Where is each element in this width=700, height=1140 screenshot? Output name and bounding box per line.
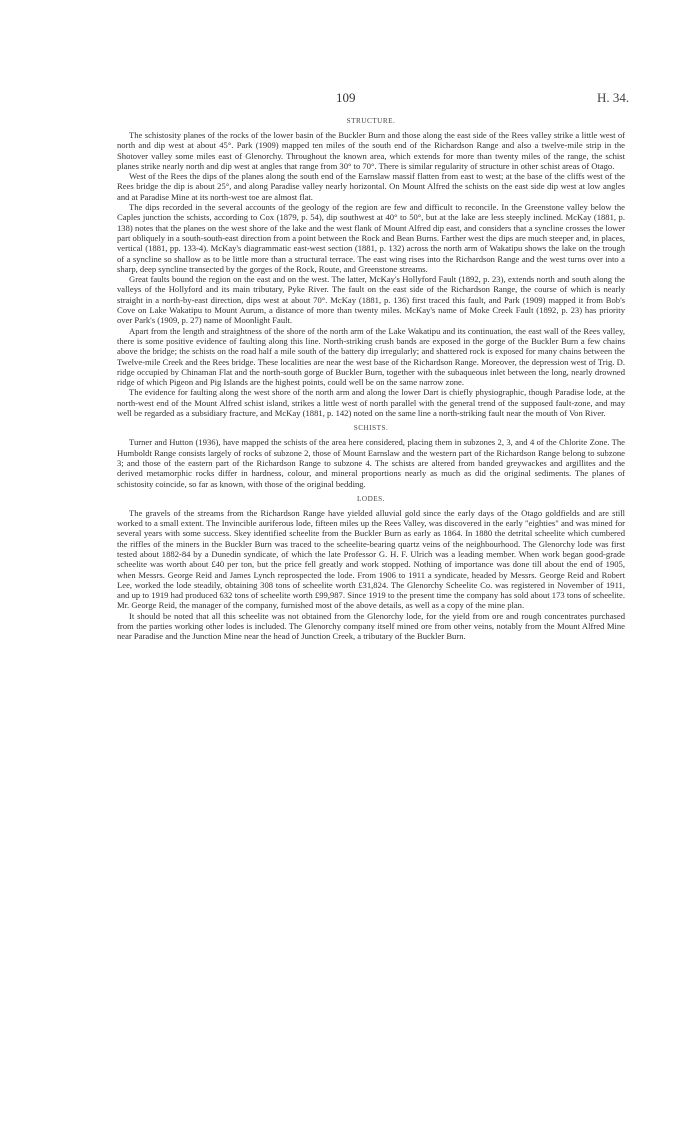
paragraph: It should be noted that all this scheelite was not obtained from the Glenorchy lode, for the yield from ore and rough concentrates purchased from the parties working other lodes is included. The Glenorchy company itself mined ore from other veins, notably from the Mount Alfred Mine near Paradise and the Junction Mine near the head of Junction Creek, a tributary of the Buckler Burn. <box>117 610 625 642</box>
document-reference: H. 34. <box>597 90 630 105</box>
paragraph: The gravels of the streams from the Richardson Range have yielded alluvial gold since the early days of the Otago goldfields and are still worked to a small extent. The Invincible auriferous lode, fifteen miles up the Rees Valley, was discovered in the early "eighties" and was mined for several years with some success. Skey identified scheelite from the Buckler Burn as early as 1864. In 1880 the detrital scheelite which cumbered the riffles of the miners in the Buckler Burn was traced to the scheelite-bearing quartz veins of the neighbourhood. The Glenorchy lode was first tested about 1882-84 by a Dunedin syndicate, of which the late Professor G. H. F. Ulrich was a leading member. When work began good-grade scheelite was worth about £40 per ton, but the price fell greatly and work stopped. Nothing of importance was done till about the end of 1905, when Messrs. George Reid and James Lynch reprospected the lode. From 1906 to 1911 a syndicate, headed by Messrs. George Reid and Robert Lee, worked the lode steadily, obtaining 308 tons of scheelite worth £31,824. The Glenorchy Scheelite Co. was registered in November of 1911, and up to 1919 had produced 632 tons of scheelite worth £99,987. Since 1919 to the present time the company has sold about 173 tons of scheelite. Mr. George Reid, the manager of the company, furnished most of the above details, as well as a copy of the mine plan. <box>117 507 625 611</box>
section-lodes <box>117 494 625 642</box>
paragraph: West of the Rees the dips of the planes along the south end of the Earnslaw massif flatten from east to west; at the base of the cliffs west of the Rees bridge the dip is about 25°, and along Paradise valley nearly horizontal. On Mount Alfred the schists on the east side dip west at low angles and at Paradise Mine at its north-west toe are almost flat. <box>117 171 625 202</box>
section-structure <box>117 116 625 418</box>
section-heading: STRUCTURE. <box>346 117 396 125</box>
paragraph: Great faults bound the region on the east and on the west. The latter, McKay's Hollyford Fault (1892, p. 23), extends north and south along the valleys of the Hollyford and its main tributary, Pyke River. The fault on the east side of the Richardson Range, the course of which is nearly straight in a north-by-east direction, dips west at about 70°. McKay (1881, p. 136) first traced this fault, and Park (1909) mapped it from Bob's Cove on Lake Wakatipu to Mount Aurum, a distance of more than twenty miles. McKay's name of Moke Creek Fault (1892, p. 23) has priority over Park's (1909, p. 27) name of Moonlight Fault. <box>117 274 625 326</box>
page-number: 109 <box>336 90 356 105</box>
body-text <box>117 116 625 642</box>
paragraph: Turner and Hutton (1936), have mapped the schists of the area here considered, placing them in subzones 2, 3, and 4 of the Chlorite Zone. The Humboldt Range consists largely of rocks of subzone 2, those of Mount Earnslaw and the western part of the Richardson Range belong to subzone 3; and those of the eastern part of the Richardson Range to subzone 4. The schists are altered from banded greywackes and argillites and the derived metamorphic rocks differ in hardness, colour, and mineral proportions nearly as much as did the original sediments. The planes of schistosity coincide, so far as known, with those of the original bedding. <box>117 437 625 489</box>
section-schists <box>117 423 625 488</box>
paragraph: The evidence for faulting along the west shore of the north arm and along the lower Dart is chiefly physiographic, though Paradise lode, at the north-west end of the Mount Alfred schist island, strikes a little west of north parallel with the general trend of the supposed fault-zone, and may well be regarded as a subsidiary fracture, and McKay (1881, p. 142) noted on the same line a north-striking fault near the mouth of Von River. <box>117 387 625 419</box>
section-heading: SCHISTS. <box>353 424 389 433</box>
paragraph: The dips recorded in the several accounts of the geology of the region are few and difficult to reconcile. In the Greenstone valley below the Caples junction the schists, according to Cox (1879, p. 54), dip southwest at 40° to 50°, but at the lake are less steeply inclined. McKay (1881, p. 138) notes that the planes on the west shore of the lake and the west flank of Mount Alfred dip east, and considers that a syncline crosses the lower part obliquely in a south-south-east direction from a point between the Rock and Bean Burns. Farther west the dips are much steeper and, in places, vertical (1881, pp. 133-4). McKay's diagrammatic east-west section (1881, p. 132) across the north arm of Wakatipu shows the lake on the trough of a syncline so shallow as to be little more than a structural terrace. The east wing rises into the Richardson Range and the west turns over into a sharp, deep syncline transected by the gorges of the Rock, Route, and Greenstone streams. <box>117 202 625 274</box>
paragraph: Apart from the length and straightness of the shore of the north arm of the Lake Wakatipu and its continuation, the east wall of the Rees valley, there is some positive evidence of faulting along this line. North-striking crush bands are exposed in the gorge of the Buckler Burn a few chains above the bridge; the schists on the road half a mile south of the battery dip irregularly; and shattered rock is exposed for many chains between the Twelve-mile Creek and the Rees bridge. These localities are near the west base of the Richardson Range. Moreover, the depression west of Trig. D. ridge occupied by Chinaman Flat and the north-south gorge of Buckler Burn, together with the subaqueous inlet between the long, nearly drowned ridge of which Pigeon and Pig Islands are the highest points, could well be on the same narrow zone. <box>117 325 625 388</box>
section-heading: LODES. <box>357 494 385 503</box>
paragraph: The schistosity planes of the rocks of the lower basin of the Buckler Burn and those along the east side of the Rees valley strike a little west of north and dip west at about 45°. Park (1909) mapped ten miles of the south end of the Richardson Range and also a twelve-mile strip in the Shotover valley some miles east of Glenorchy. Throughout the known area, which extends for more than twenty miles of the range, the schist planes strike nearly north and dip west at angles that range from 30° to 70°. There is similar regularity of structure in other schist areas of Otago. <box>117 130 625 171</box>
